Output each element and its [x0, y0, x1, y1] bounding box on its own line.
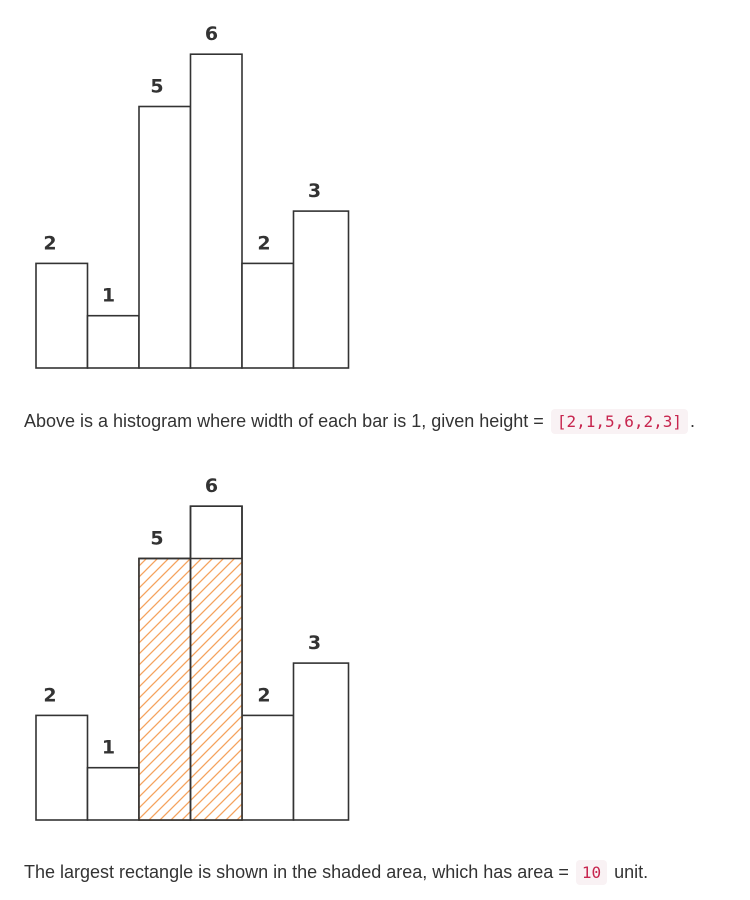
- bar-value-label: 2: [257, 684, 271, 707]
- bar-value-label: 6: [204, 23, 219, 46]
- histogram-bar: [294, 663, 349, 820]
- histogram-bar: [88, 316, 140, 368]
- caption-unit: unit.: [614, 862, 649, 882]
- histogram-bar: [242, 263, 294, 368]
- bar-value-label: 5: [150, 527, 164, 550]
- bar-value-label: 2: [257, 232, 271, 255]
- bar-value-label: 2: [43, 684, 57, 707]
- histogram-caption: [24, 408, 695, 435]
- histogram-bar: [36, 715, 88, 820]
- largest-rectangle-chart: [0, 452, 400, 832]
- caption-text: Above is a histogram where width of each bar is 1, given height =: [24, 411, 544, 431]
- bar-value-label: 5: [150, 75, 164, 98]
- histogram-bar: [294, 211, 349, 368]
- bar-value-label: 3: [307, 180, 322, 203]
- caption-period: .: [690, 411, 696, 431]
- histogram-bar: [139, 107, 191, 369]
- caption-text: The largest rectangle is shown in the shaded area, which has area =: [24, 862, 569, 882]
- area-code: 10: [576, 860, 607, 885]
- bar-value-label: 2: [43, 232, 57, 255]
- histogram-chart: [0, 0, 400, 380]
- bar-value-label: 1: [101, 736, 116, 759]
- histogram-bar: [191, 54, 243, 368]
- histogram-bar: [36, 263, 88, 368]
- histogram-bar: [88, 768, 140, 820]
- heights-code: [2,1,5,6,2,3]: [551, 409, 688, 434]
- area-caption: [24, 859, 648, 886]
- bar-value-label: 6: [204, 475, 219, 498]
- bar-value-label: 1: [101, 284, 116, 307]
- bar-value-label: 3: [307, 632, 322, 655]
- histogram-bar: [242, 715, 294, 820]
